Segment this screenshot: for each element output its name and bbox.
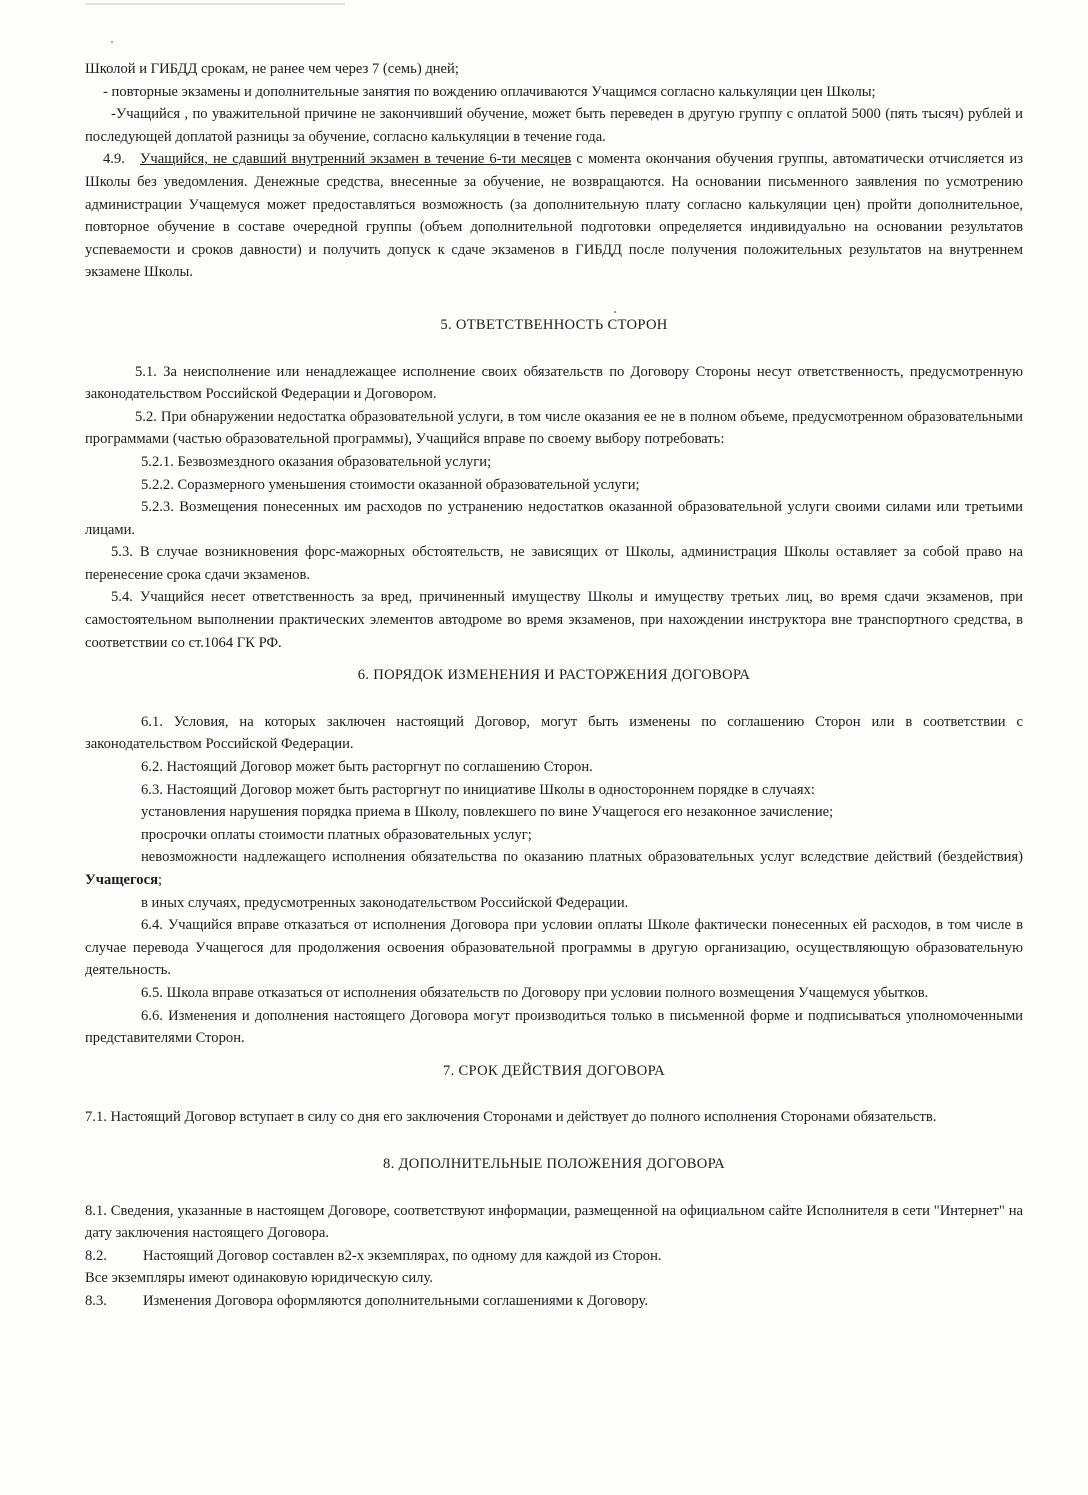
section-6-title: 6. ПОРЯДОК ИЗМЕНЕНИЯ И РАСТОРЖЕНИЯ ДОГОВОРА [357, 667, 751, 684]
clause-5-4: 5.4. Учащийся несет ответственность за вред, причиненный имуществу Школы и имуществу третьих лиц, во время сдачи экзаменов, при самостоятельном выполнении практических элементов автодроме во время экзаменов, при нахождении инструктора вне транспортного средства, в соответствии со ст.1064 ГК РФ. [85, 589, 1023, 651]
clause-4-9-number: 4.9. [103, 151, 125, 168]
continuation-line-1: Школой и ГИБДД срокам, не ранее чем через 7 (семь) дней; [85, 61, 459, 77]
continuation-line-3: -Учащийся , по уважительной причине не закончивший обучение, может быть переведен в другую группу с оплатой 5000 (пять тысяч) рублей и последующей доплатой разницы за обучение, согласно калькуляции в течение года. [85, 106, 1023, 145]
clause-8-3-number: 8.3. [85, 1292, 107, 1309]
clause-8-3-text: Изменения Договора оформляются дополнительными соглашениями к Договору. [143, 1292, 648, 1309]
document-body [85, 58, 1023, 1313]
clause-6-3-b: просрочки оплаты стоимости платных образовательных услуг; [141, 826, 532, 843]
clause-5-2-1: 5.2.1. Безвозмездного оказания образовательной услуги; [141, 453, 492, 470]
clause-5-3: 5.3. В случае возникновения форс-мажорных обстоятельств, не зависящих от Школы, администрация Школы оставляет за собой право на перенесение срока сдачи экзаменов. [85, 544, 1023, 583]
clause-6-3-c-bold: Учащегося [85, 872, 158, 888]
clause-6-5: 6.5. Школа вправе отказаться от исполнения обязательств по Договору при условии полного возмещения Учащемуся убытков. [141, 984, 929, 1001]
clause-6-3-a: установления нарушения порядка приема в Школу, повлекшего по вине Учащегося его незаконное зачисление; [141, 804, 834, 821]
clause-6-1: 6.1. Условия, на которых заключен настоящий Договор, могут быть изменены по соглашению Сторон или в соответствии с законодательством Российской Федерации. [85, 713, 1023, 753]
section-8-title: 8. ДОПОЛНИТЕЛЬНЫЕ ПОЛОЖЕНИЯ ДОГОВОРА [382, 1155, 725, 1172]
clause-7-1: 7.1. Настоящий Договор вступает в силу со дня его заключения Сторонами и действует до полного исполнения Сторонами обязательств. [85, 1109, 937, 1126]
clause-8-3 [85, 1290, 1023, 1313]
clause-5-2: 5.2. При обнаружении недостатка образовательной услуги, в том числе оказания ее не в полном объеме, предусмотренном образовательными программами (частью образовательной программы), Учащийся вправе по своему выбору потребовать: [85, 408, 1023, 448]
clause-6-4: 6.4. Учащийся вправе отказаться от исполнения Договора при условии оплаты Школе фактически понесенных ей расходов, в том числе в случае перевода Учащегося для продолжения освоения образовательной программы в другую организацию, осуществляющую образовательную деятельность. [85, 917, 1023, 979]
clause-6-2: 6.2. Настоящий Договор может быть расторгнут по соглашению Сторон. [141, 759, 593, 776]
clause-6-3-c [85, 846, 1023, 891]
clause-4-9-underlined: Учащийся, не сдавший внутренний экзамен в течение 6-ти месяцев [140, 151, 572, 168]
clause-5-2-3: 5.2.3. Возмещения понесенных им расходов по устранению недостатков оказанной образовательной услуги своими силами или третьими лицами. [85, 499, 1023, 538]
clause-4-9 [85, 148, 1023, 284]
clause-8-1: 8.1. Сведения, указанные в настоящем Договоре, соответствуют информации, размещенной на официальном сайте Исполнителя в сети "Интернет" на дату заключения настоящего Договора. [85, 1202, 1023, 1242]
clause-5-2-2: 5.2.2. Соразмерного уменьшения стоимости оказанной образовательной услуги; [141, 476, 640, 493]
clause-4-9-text: с момента окончания обучения группы, автоматически отчисляется из Школы без уведомления. Денежные средства, внесенные за обучение, не возвращаются. На основании письменного заявления по усмотрению администрации Учащемуся может предоставляться возможность (за дополнительную плату согласно калькуляции цен) пройти дополнительное, повторное обучение в составе очередной группы (объем дополнительной подготовки определяется индивидуально на основании результатов успеваемости и сроков давности) и получить допуск к сдаче экзаменов в ГИБДД после получения положительных результатов на внутреннем экзамене Школы. [85, 151, 1023, 281]
clause-5-1: 5.1. За неисполнение или ненадлежащее исполнение своих обязательств по Договору Стороны несут ответственность, предусмотренную законодательством Российской Федерации и Договором. [85, 363, 1023, 403]
clause-8-2 [85, 1245, 1023, 1268]
section-7-title: 7. СРОК ДЕЙСТВИЯ ДОГОВОРА [443, 1062, 665, 1079]
section-5-title: 5. ОТВЕТСТВЕННОСТЬ СТОРОН [440, 316, 668, 333]
clause-6-3-d: в иных случаях, предусмотренных законодательством Российской Федерации. [141, 894, 629, 911]
clause-6-3: 6.3. Настоящий Договор может быть расторгнут по инициативе Школы в одностороннем порядке в случаях: [141, 781, 815, 798]
clause-8-2-number: 8.2. [85, 1247, 107, 1264]
clause-8-2-continued: Все экземпляры имеют одинаковую юридическую силу. [85, 1270, 433, 1287]
clause-6-3-c-end: ; [157, 872, 163, 888]
clause-8-2-text: Настоящий Договор составлен в2-х экземплярах, по одному для каждой из Сторон. [143, 1247, 662, 1264]
continuation-line-2: - повторные экзамены и дополнительные занятия по вождению оплачиваются Учащимся согласно калькуляции цен Школы; [103, 83, 876, 100]
clause-6-6: 6.6. Изменения и дополнения настоящего Договора могут производиться только в письменной форме и подписываться уполномоченными представителями Сторон. [85, 1007, 1023, 1047]
clause-6-3-c-text: невозможности надлежащего исполнения обязательства по оказанию платных образовательных услуг вследствие действий (бездействия) [141, 849, 1023, 866]
